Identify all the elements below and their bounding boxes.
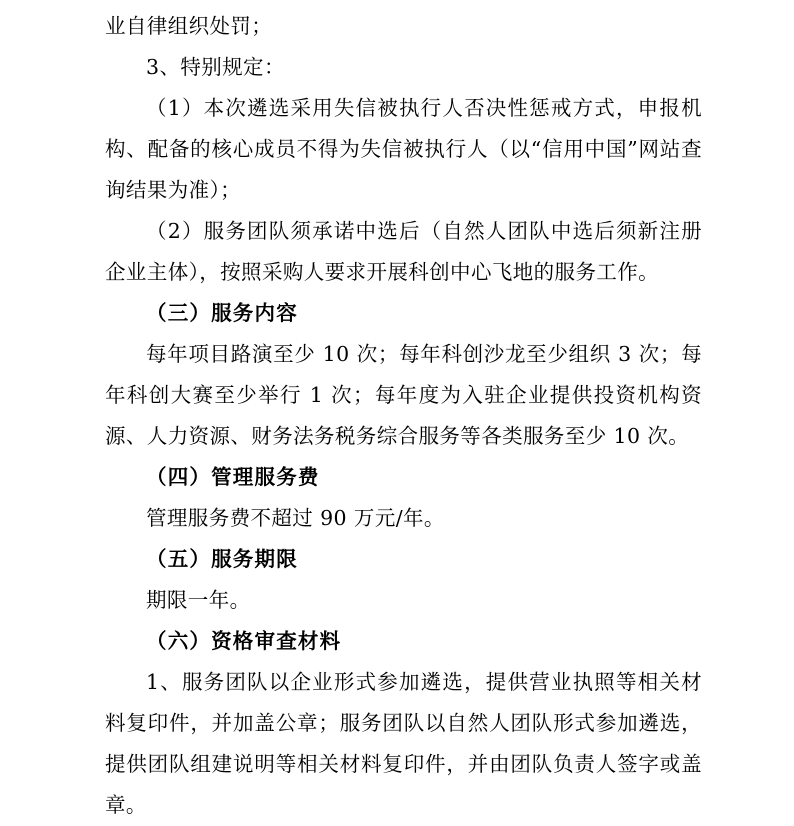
p-service-period-body: 期限一年。 xyxy=(146,588,251,612)
h-service-period: （五）服务期限 xyxy=(146,547,298,571)
p-item-3-1: （1）本次遴选采用失信被执行人否决性惩戒方式，申报机构、配备的核心成员不得为失信被执行人（以“信用中国”网站查询结果为准）； xyxy=(105,96,702,202)
p-management-fee-body: 管理服务费不超过 90 万元/年。 xyxy=(146,506,445,530)
h-qualification-materials: （六）资格审查材料 xyxy=(146,629,342,653)
p-item-3-2: （2）服务团队须承诺中选后（自然人团队中选后须新注册企业主体），按照采购人要求开展科创中心飞地的服务工作。 xyxy=(105,219,702,284)
h-management-fee: （四）管理服务费 xyxy=(146,465,320,489)
p-qualification-item-1: 1、服务团队以企业形式参加遴选，提供营业执照等相关材料复印件，并加盖公章；服务团队以自然人团队形式参加遴选，提供团队组建说明等相关材料复印件，并由团队负责人签字或盖章。 xyxy=(105,670,702,817)
h-service-content: （三）服务内容 xyxy=(146,301,298,325)
p-continued-penalty: 业自律组织处罚； xyxy=(105,14,273,38)
p-item-3-special: 3、特别规定： xyxy=(146,55,285,79)
p-service-content-body: 每年项目路演至少 10 次；每年科创沙龙至少组织 3 次；每年科创大赛至少举行 1 次；每年度为入驻企业提供投资机构资源、人力资源、财务法务税务综合服务等各类服务至少 10 次。 xyxy=(105,342,702,448)
document-body xyxy=(105,6,702,826)
